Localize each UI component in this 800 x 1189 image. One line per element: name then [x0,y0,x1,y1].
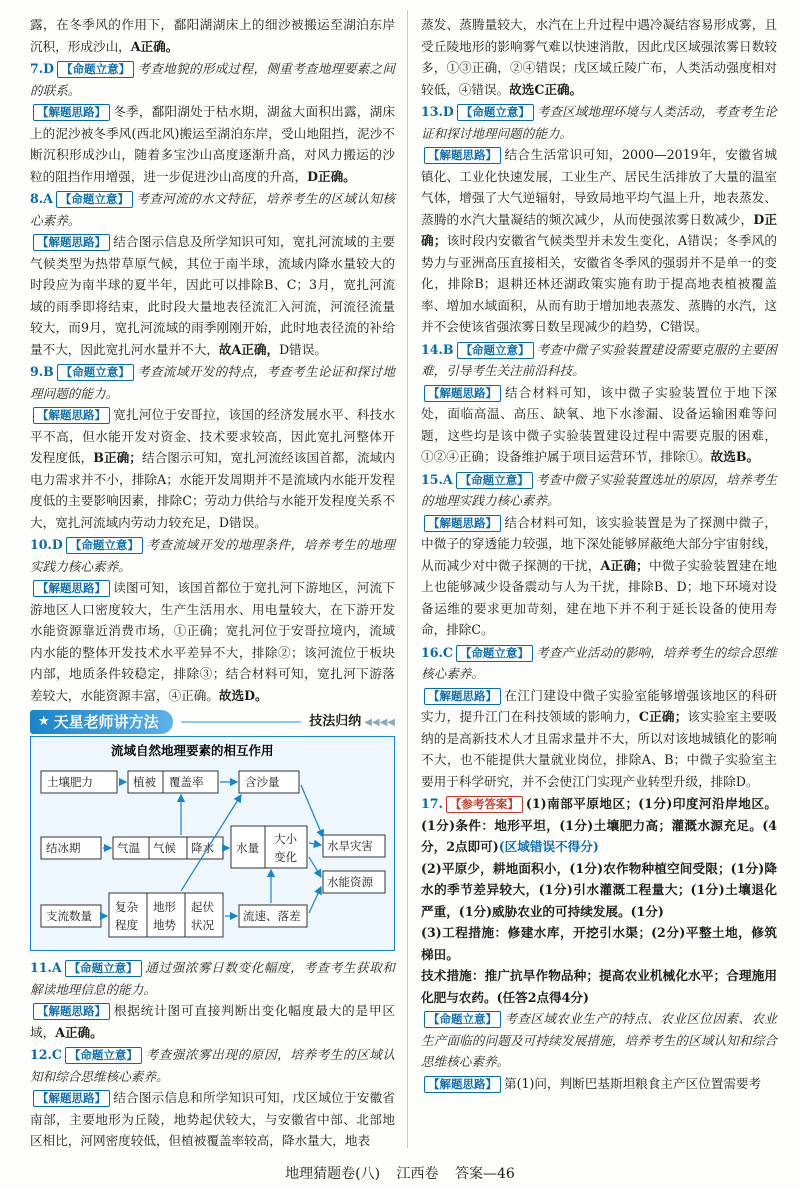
solution-tag: 【解题思路】 [424,147,501,164]
label-status: 状况 [191,918,214,932]
label-complex: 复杂 [115,900,138,914]
intent-tag: 【命题立意】 [65,960,142,977]
question-17 [421,793,777,858]
solution-text: 在江门建设中微子实验室能够增强该地区的科研实力，提升江门在科技领域的影响力， [421,687,777,724]
answer-text: A正确。 [130,38,179,54]
label-water-volume: 水量 [236,841,259,855]
question-15 [421,469,777,512]
answer-text: 故选B。 [710,449,760,464]
question-number: 15.A [421,471,453,487]
intent-tag: 【命题立意】 [56,191,133,208]
question-number: 9.B [30,364,54,379]
diagram-svg [31,737,394,948]
answer-note: (区域错误不得分) [498,839,599,854]
intent-tag: 【命题立意】 [456,645,533,662]
answer-part-3: (3)工程措施：修建水库，开挖引水渠；(2分)平整土地，修筑梯田。 [421,925,777,962]
method-right-text: 技法归纳 [309,713,362,729]
question-number: 8.A [30,191,53,206]
answer-part-4-row [421,965,777,1008]
solution-text: 结合图示信息及所学知识可知，宽扎河流域的主要气候类型为热带草原气候，其位于南半球，流域内降水量较大的时段应为南半球的夏半年，因此可以排除B、C；3月，宽扎河流域的雨季即将结束，此时段大量地表径流汇入河流，河流径流量较大，而9月，宽扎河流域的雨季刚刚开始，此时地表径流的补给量不大，因此宽扎河水量并不大， [30,234,395,357]
label-flow-speed: 流速、落差 [243,909,301,923]
answer-text: D正确； [421,211,778,248]
star-icon: ★ [38,714,50,729]
solution-tag: 【解题思路】 [33,1090,110,1107]
solution-tag: 【解题思路】 [33,1003,110,1020]
solution-tail: 该时段内安徽省气候类型并未发生变化，A错误；冬季风的势力与亚洲高压直接相关，安徽省冬季风的强弱并不是单一的变化，排除B；退耕还林还湖政策实施有助于提高地表植被覆盖率、增加水域面积，从而有助于增加地表蒸发、蒸腾的水汽，这并不会使该省强浓雾日数呈现减少的趋势，C错误。 [421,233,777,334]
label-degree: 程度 [115,918,138,932]
question-number: 16.C [421,644,453,660]
solution-tag: 【解题思路】 [33,580,110,597]
arrow-dots-icon: ◀◀◀◀ [364,716,395,728]
solution-17 [421,1073,777,1095]
solution-10 [30,577,395,706]
right-column [421,14,777,1094]
question-16 [421,642,777,685]
left-column [30,14,395,1152]
label-slope: 地势 [153,918,176,932]
question-number: 10.D [30,537,63,552]
answer-text: A正确； [600,557,649,573]
question-number: 11.A [30,960,62,975]
label-precipitation: 降水 [191,841,214,855]
method-banner-title [30,710,173,734]
solution-text: 结合图示信息和所学知识可知，戊区域位于安徽省南部，主要地形为丘陵，地势起伏较大，与安徽省中部、北部地区相比，河网密度较低，但植被覆盖率较高，降水量大，地表 [30,1090,395,1148]
solution-text: 读图可知，该国首都位于宽扎河下游地区，河流下游地区人口密度较大，生产生活用水、用电量较大，在下游开发水能资源靠近消费市场，①正确；宽扎河位于安哥拉境内，流域内水能的整体开发技术水平差异不大，排除②；该河流位于板块内部，地质条件较稳定，排除③；结合材料可知，宽扎河下游落差较大，水能资源丰富，④正确。 [30,580,395,703]
text: 蒸发、蒸腾量较大，水汽在上升过程中遇冷凝结容易形成雾，且受丘陵地形的影响雾气难以快速消散，因此戊区域强浓雾日数较多，①③正确，②④错误；戊区域丘陵广布，人类活动强度相对较低，④错误。 [421,17,777,97]
solution-tag: 【解题思路】 [424,385,501,402]
solution-9 [30,404,395,533]
intent-text: 考查强浓雾出现的原因，培养考生的区域认知和综合思维核心素养。 [30,1047,395,1084]
intent-text: 考查流域开发的地理条件，培养考生的地理实践力核心素养。 [30,537,395,574]
question-number: 7.D [30,61,55,76]
solution-12 [30,1087,395,1152]
intent-tag: 【命题立意】 [57,61,134,78]
page-footer [0,1163,800,1183]
answer-text: D正确。 [307,168,356,184]
intent-text: 考查地貌的形成过程，侧重考查地理要素之间的联系。 [30,61,395,98]
question-number: 12.C [30,1047,62,1062]
answer-part-3-row [421,922,777,965]
label-freeze-period: 结冰期 [46,841,81,855]
label-terrain: 地形 [153,900,176,914]
solution-tail: D错误。 [279,341,327,357]
intent-tag: 【命题立意】 [424,1011,501,1028]
solution-14 [421,382,777,468]
answer-text: 故选C正确。 [509,81,583,97]
question-11 [30,957,395,1000]
solution-13 [421,144,777,338]
intent-text: 考查区域农业生产的特点、农业区位因素、农业生产面临的问题及可持续发展措施，培养考生的区域认知和综合思维核心素养。 [421,1011,777,1069]
footer-region: 江西卷 [396,1166,439,1182]
label-sediment: 含沙量 [245,775,280,789]
solution-text: 根据统计图可直接判断出变化幅度最大的是甲区域， [30,1003,395,1040]
solution-text: 结合生活常识可知，2000—2019年，安徽省城镇化、工业化快速发展，工业生产、居民生活排放了大量的温室气体，增强了大气逆辐射，导致局地平均气温上升，地表蒸发、蒸腾的水汽大量凝结的频次减少，从而使强浓雾日数减少， [421,147,777,227]
paragraph [30,14,395,57]
column-divider [407,10,408,1148]
question-8 [30,188,395,231]
solution-text: 宽扎河位于安哥拉，该国的经济发展水平、科技水平不高，但水能开发对资金、技术要求较高，因此宽扎河整体开发程度低， [30,407,395,465]
text: 露，在冬季风的作用下，鄱阳湖湖床上的细沙被搬运至湖泊东岸沉积，形成沙山， [30,17,395,54]
answer-part-1: (1)南部平原地区；(1分)印度河沿岸地区。(1分)条件：地形平坦，(1分)土壤肥力高；灌溉水源充足。(4分，2点即可) [421,796,777,854]
label-vegetation: 植被 [133,775,156,789]
solution-text: 冬季，鄱阳湖处于枯水期，湖盆大面积出露，湖床上的泥沙被冬季风(西北风)搬运至湖泊东岸，受山地阻挡，泥沙不断沉积形成沙山，随着多宝沙山高度逐渐升高，对风力搬运的沙粒的阻挡作用增强，进一步促进沙山高度的升高， [30,104,395,184]
answer-text: C正确； [638,709,688,724]
solution-tag: 【解题思路】 [33,234,110,251]
method-title-text: 天星老师讲方法 [53,713,159,731]
solution-tag: 【解题思路】 [33,407,110,424]
answer-part-2-row [421,858,777,923]
intent-text: 考查中微子实验装置选址的原因，培养考生的地理实践力核心素养。 [421,471,777,508]
intent-text: 考查产业活动的影响，培养考生的综合思维核心素养。 [421,644,777,681]
label-soil-fertility: 土壤肥力 [47,775,93,789]
solution-11 [30,1000,395,1043]
answer-text: B正确； [93,450,142,465]
intent-tag: 【命题立意】 [457,342,534,359]
solution-tag: 【解题思路】 [33,104,110,121]
method-banner-right [309,711,395,734]
solution-tag: 【解题思路】 [424,1076,501,1093]
question-10 [30,534,395,577]
solution-tail: 中微子实验装置建在地上也能够减少设备震动与人为干扰，排除B、D；地下环境对设备运维的要求更加苛刻，建在地下并不利于延长设备的使用寿命，排除C。 [421,557,778,637]
paragraph [421,14,777,100]
solution-text: 第(1)问，判断巴基斯坦粮食主产区位置需要考 [504,1075,762,1091]
answer-tag: 【参考答案】 [446,796,523,813]
answer-text: 故A正确， [218,341,280,357]
banner-line [181,721,302,723]
answer-text: 故选D。 [218,687,268,703]
intent-17 [421,1008,777,1073]
footer-page-number: 答案—46 [455,1166,515,1182]
intent-text: 考查中微子实验装置建设需要克服的主要困难，引导考生关注前沿科技。 [421,341,777,378]
label-temperature: 气温 [117,841,140,855]
intent-text: 考查区域地理环境与人类活动，考查考生论证和探讨地理问题的能力。 [421,104,777,141]
question-7 [30,58,395,101]
question-13 [421,101,777,144]
solution-15 [421,512,777,641]
answer-part-4: 技术措施：推广抗旱作物品种；提高农业机械化水平；合理施用化肥与农药。(任答2点得4分) [421,968,777,1005]
intent-tag: 【命题立意】 [57,364,134,381]
diagram-title: 流域自然地理要素的相互作用 [111,743,274,758]
solution-7 [30,101,395,187]
label-relief: 起伏 [191,900,214,914]
question-number: 17. [421,796,443,811]
answer-part-2: (2)平原少，耕地面积小，(1分)农作物种植空间受限；(1分)降水的季节差异较大，(1分)引水灌溉工程量大；(1分)土壤退化严重，(1分)威胁农业的可持续发展。(1分) [421,860,777,919]
intent-tag: 【命题立意】 [456,472,533,489]
label-disaster: 水旱灾害 [327,839,373,853]
intent-text: 通过强浓雾日数变化幅度，考查考生获取和解读地理信息的能力。 [30,960,395,997]
flow-diagram [30,736,395,951]
question-14 [421,339,777,382]
intent-tag: 【命题立意】 [457,104,534,121]
solution-tag: 【解题思路】 [424,688,501,705]
question-number: 14.B [421,341,454,357]
label-change: 变化 [274,850,297,864]
intent-text: 考查河流的水文特征，培养考生的区域认知核心素养。 [30,191,395,228]
question-number: 13.D [421,104,454,119]
solution-tail: 结合图示可知，宽扎河流经该国首都，流域内电力需求并不小，排除A；水能开发周期并不是流域内水能开发程度低的主要影响因素，排除C；劳动力供给与水能开发程度关系不大，宽扎河流域内劳动力较充足，D错误。 [30,450,396,530]
solution-16 [421,685,777,793]
label-coverage: 覆盖率 [169,775,204,789]
label-hydropower: 水能资源 [327,875,373,889]
question-9 [30,361,395,404]
label-tributaries: 支流数量 [46,909,92,923]
label-climate: 气候 [153,841,176,855]
solution-text: 结合材料可知，该中微子实验装置位于地下深处，面临高温、高压、缺氧、地下水渗漏、设备运输困难等问题，这些均是该中微子实验装置建设过程中需要克服的困难，①②④正确；设备维护属于项目运营环节，排除①。 [421,384,777,464]
question-12 [30,1044,395,1087]
intent-tag: 【命题立意】 [65,1047,142,1064]
solution-text: 结合材料可知，该实验装置是为了探测中微子，中微子的穿透能力较强，地下深处能够屏蔽绝大部分宇宙射线，从而减少对中微子探测的干扰， [421,514,777,573]
intent-tag: 【命题立意】 [66,537,143,554]
intent-text: 考查流域开发的特点，考查考生论证和探讨地理问题的能力。 [30,364,395,401]
solution-tail: 该实验室主要吸纳的是高新技术人才且需求量并不大，所以对该地城镇化的影响不大，也不能提供大量就业岗位，排除A、B；中微子实验室主要用于科学研究，并不会使江门实现产业转型升级，排除D。 [421,709,778,789]
method-banner [30,710,395,734]
solution-8 [30,231,395,360]
label-size: 大小 [274,832,297,846]
answer-text: A正确。 [55,1024,103,1040]
footer-subject: 地理猜题卷(八) [285,1166,381,1182]
solution-tag: 【解题思路】 [424,515,501,532]
